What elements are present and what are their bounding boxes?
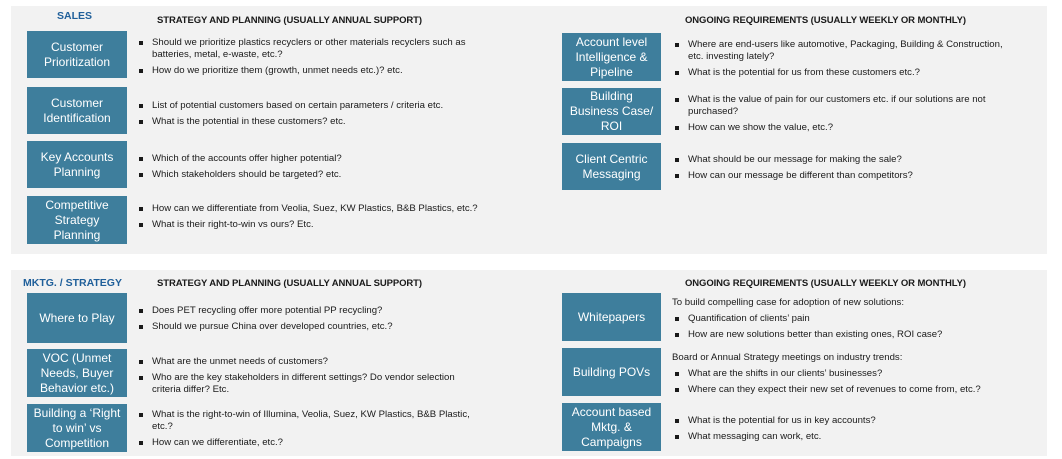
where-to-play-bullets [136,305,481,337]
bullet-item: How can we differentiate, etc.? [136,437,481,449]
key-accounts-planning-box: Key Accounts Planning [27,141,127,188]
bullet-item: What is their right-to-win vs ours? Etc. [136,219,491,231]
bullet-item: What is the potential for us from these customers etc.? [672,67,1017,79]
building-business-case-box: Building Business Case/ ROI [562,88,661,135]
bullet-item: How can we show the value, etc.? [672,122,1037,134]
voc-bullets [136,356,481,400]
bullet-item: What is the value of pain for our customers etc. if our solutions are not purchased? [672,94,1037,118]
customer-prioritization-bullets [136,37,481,81]
sales-left-heading: STRATEGY AND PLANNING (USUALLY ANNUAL SUPPORT) [157,15,422,26]
bullet-item: Quantification of clients’ pain [672,313,1017,325]
bullet-item: Should we prioritize plastics recyclers or other materials recyclers such as batteries, metal, e-waste, etc.? [136,37,481,61]
building-povs-box: Building POVs [562,348,661,396]
bullet-item: How do we prioritize them (growth, unmet needs etc.)? etc. [136,65,481,77]
building-povs-intro: Board or Annual Strategy meetings on industry trends: [672,352,903,363]
whitepapers-box: Whitepapers [562,293,661,341]
client-centric-messaging-bullets [672,154,1017,186]
bullet-item: Where are end-users like automotive, Packaging, Building & Construction, etc. investing lately? [672,39,1017,63]
bullet-item: What is the right-to-win of Illumina, Veolia, Suez, KW Plastics, B&B Plastic, etc.? [136,409,481,433]
bullet-item: How can our message be different than competitors? [672,170,1017,182]
sales-right-heading: ONGOING REQUIREMENTS (USUALLY WEEKLY OR MONTHLY) [685,15,966,26]
bullet-item: What messaging can work, etc. [672,431,1017,443]
competitive-strategy-planning-bullets [136,203,491,235]
account-based-mktg-box: Account based Mktg. & Campaigns [562,403,661,451]
right-to-win-box: Building a ‘Right to win’ vs Competition [27,404,127,452]
bullet-item: Does PET recycling offer more potential PP recycling? [136,305,481,317]
where-to-play-box: Where to Play [27,293,127,343]
account-level-intelligence-box: Account level Intelligence & Pipeline [562,33,661,81]
building-business-case-bullets [672,94,1037,138]
bullet-item: What are the shifts in our clients’ businesses? [672,368,1037,380]
bullet-item: How are new solutions better than existing ones, ROI case? [672,329,1017,341]
mktg-section-label: MKTG. / STRATEGY [23,277,122,289]
bullet-item: What is the potential for us in key accounts? [672,415,1017,427]
bullet-item: What are the unmet needs of customers? [136,356,481,368]
bullet-item: Where can they expect their new set of revenues to come from, etc.? [672,384,1037,396]
whitepapers-bullets [672,313,1017,345]
voc-box: VOC (Unmet Needs, Buyer Behavior etc.) [27,349,127,397]
customer-identification-bullets [136,100,496,132]
whitepapers-intro: To build compelling case for adoption of new solutions: [672,297,904,308]
key-accounts-planning-bullets [136,153,481,185]
mktg-right-heading: ONGOING REQUIREMENTS (USUALLY WEEKLY OR MONTHLY) [685,278,966,289]
bullet-item: What is the potential in these customers? etc. [136,116,496,128]
bullet-item: List of potential customers based on certain parameters / criteria etc. [136,100,496,112]
competitive-strategy-planning-box: Competitive Strategy Planning [27,196,127,244]
client-centric-messaging-box: Client Centric Messaging [562,143,661,190]
account-based-mktg-bullets [672,415,1017,447]
customer-identification-box: Customer Identification [27,87,127,134]
bullet-item: What should be our message for making the sale? [672,154,1017,166]
mktg-left-heading: STRATEGY AND PLANNING (USUALLY ANNUAL SUPPORT) [157,278,422,289]
customer-prioritization-box: Customer Prioritization [27,31,127,78]
sales-section-label: SALES [57,10,93,22]
bullet-item: Which stakeholders should be targeted? etc. [136,169,481,181]
account-level-intelligence-bullets [672,39,1017,83]
bullet-item: How can we differentiate from Veolia, Suez, KW Plastics, B&B Plastics, etc.? [136,203,491,215]
bullet-item: Who are the key stakeholders in different settings? Do vendor selection criteria differ? Etc. [136,372,481,396]
bullet-item: Which of the accounts offer higher potential? [136,153,481,165]
building-povs-bullets [672,368,1037,400]
right-to-win-bullets [136,409,481,453]
bullet-item: Should we pursue China over developed countries, etc.? [136,321,481,333]
